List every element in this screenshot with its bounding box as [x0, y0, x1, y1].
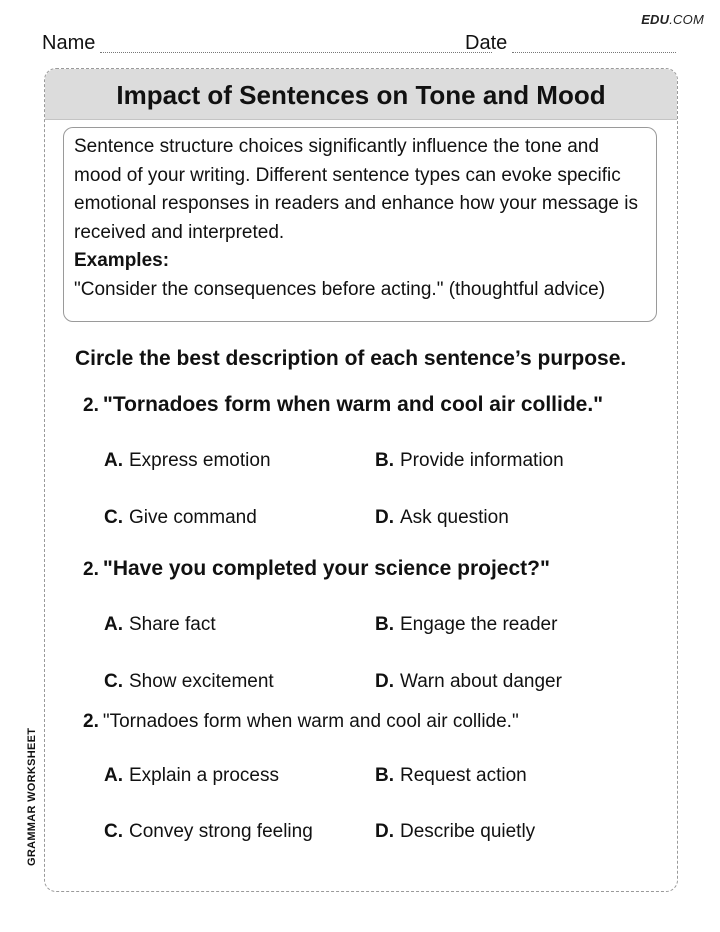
intro-box [63, 127, 657, 322]
brand-rest: .COM [669, 12, 704, 27]
grammar-worksheet-label: GRAMMAR WORKSHEET [26, 727, 38, 866]
option-text: Convey strong feeling [129, 821, 313, 842]
option-letter: B. [375, 765, 394, 786]
intro-paragraph: Sentence structure choices significantly influence the tone and mood of your writing. Different sentence types can evoke specific emotional responses in readers and enhance how your message is received and interpreted. [74, 136, 638, 243]
option-b[interactable] [375, 614, 557, 636]
option-letter: D. [375, 671, 394, 692]
edu-com-logo [641, 12, 704, 27]
question-2 [83, 557, 550, 581]
question-number: 2. [83, 395, 99, 416]
name-field[interactable] [100, 52, 492, 53]
option-d[interactable] [375, 671, 562, 693]
option-b[interactable] [375, 450, 564, 472]
option-text: Share fact [129, 614, 216, 635]
date-label: Date [465, 32, 508, 54]
example-sentence: "Consider the consequences before acting." (thoughtful advice) [74, 278, 606, 300]
examples-title: Examples: [74, 250, 170, 271]
question-text: "Have you completed your science project?" [102, 557, 550, 580]
option-letter: B. [375, 450, 394, 471]
option-letter: C. [104, 821, 123, 842]
option-letter: A. [104, 450, 123, 471]
option-text: Engage the reader [400, 614, 558, 635]
option-b[interactable] [375, 765, 527, 787]
instruction-text: Circle the best description of each sentence’s purpose. [75, 347, 627, 370]
option-c[interactable] [104, 671, 274, 693]
option-letter: A. [104, 614, 123, 635]
option-a[interactable] [104, 614, 216, 636]
option-a[interactable] [104, 765, 279, 787]
option-letter: D. [375, 507, 394, 528]
question-3 [83, 709, 519, 733]
option-text: Warn about danger [400, 671, 562, 692]
question-1 [83, 393, 603, 417]
option-text: Show excitement [129, 671, 274, 692]
question-text: "Tornadoes form when warm and cool air collide." [102, 711, 519, 732]
option-text: Explain a process [129, 765, 279, 786]
option-text: Describe quietly [400, 821, 536, 842]
option-c[interactable] [104, 507, 257, 529]
option-text: Give command [129, 507, 257, 528]
worksheet-card [44, 68, 678, 892]
question-number: 2. [83, 559, 99, 580]
option-text: Provide information [400, 450, 564, 471]
option-d[interactable] [375, 821, 535, 843]
worksheet-title: Impact of Sentences on Tone and Mood [45, 69, 677, 120]
option-letter: B. [375, 614, 394, 635]
name-date-row [42, 32, 676, 56]
option-text: Request action [400, 765, 527, 786]
option-letter: C. [104, 507, 123, 528]
option-text: Express emotion [129, 450, 271, 471]
option-c[interactable] [104, 821, 313, 843]
option-d[interactable] [375, 507, 509, 529]
option-letter: D. [375, 821, 394, 842]
name-label: Name [42, 32, 96, 54]
date-field[interactable] [512, 52, 676, 53]
option-letter: C. [104, 671, 123, 692]
option-a[interactable] [104, 450, 271, 472]
question-text: "Tornadoes form when warm and cool air collide." [102, 393, 604, 416]
question-number: 2. [83, 711, 99, 732]
brand-bold: EDU [641, 12, 670, 27]
option-letter: A. [104, 765, 123, 786]
option-text: Ask question [400, 507, 509, 528]
